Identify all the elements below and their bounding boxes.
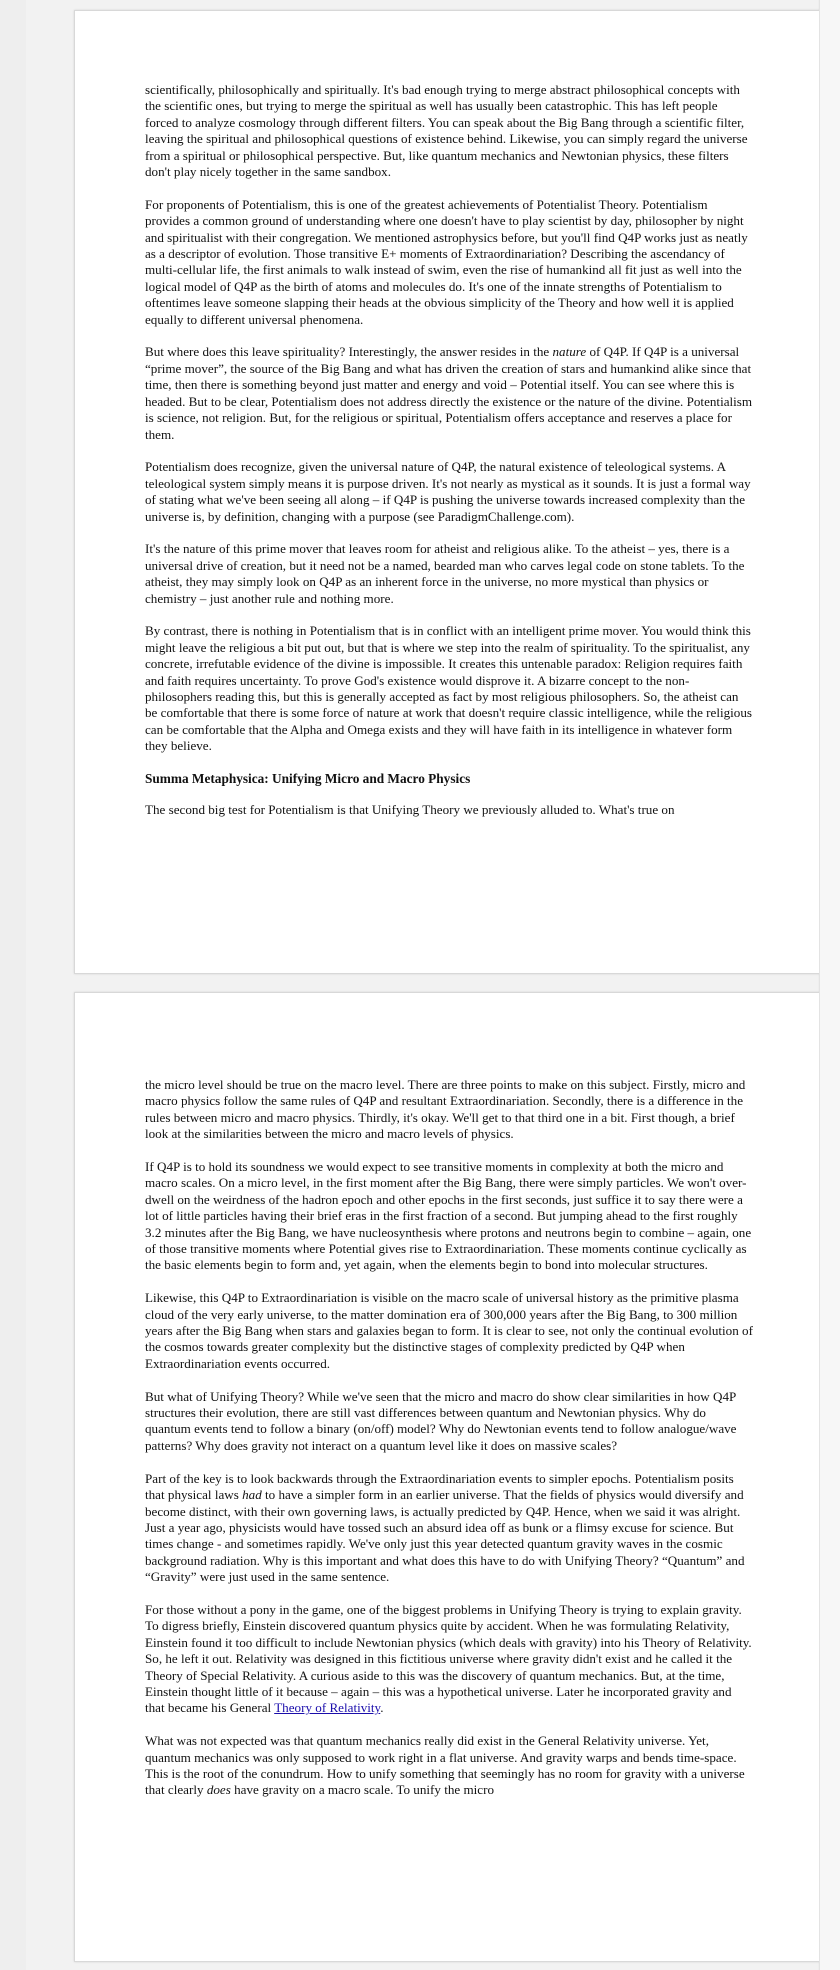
paragraph: It's the nature of this prime mover that leaves room for atheist and religious alike. To the atheist – yes, there is a universal drive of creation, but it need not be a named, bearded man who carves legal code on stone tablets. To the atheist, they may simply look on Q4P as an inherent force in the universe, no more mystical than physics or chemistry – just another rule and nothing more. [145, 541, 745, 606]
theory-of-relativity-link[interactable]: Theory of Relativity [274, 1700, 381, 1716]
paragraph: By contrast, there is nothing in Potentialism that is in conflict with an intelligent prime mover. You would think this might leave the religious a bit put out, but that is where we step into the realm of spirituality. To the spiritualist, any concrete, irrefutable evidence of the divine is impossible. It creates this untenable paradox: Religion requires faith and faith requires uncertainty. To prove God's existence would disprove it. A bizarre concept to the non-philosophers reading this, but this is generally accepted as fact by most religious philosophers. So, the atheist can be comfortable that there is some force of nature at work that doesn't require classic intelligence, while the religious can be comfortable that the Alpha and Omega exists and they will have faith in its intelligence in whatever form they believe. [145, 623, 752, 754]
emphasis-text: does [206, 1782, 231, 1798]
paragraph: But where does this leave spirituality? Interestingly, the answer resides in the nature of Q4P. If Q4P is a universal “prime mover”, the source of the Big Bang and what has driven the creation of stars and humankind alike since that time, then there is something beyond just matter and energy and void – Potential itself. You can see where this is headed. But to be clear, Potentialism does not address directly the existence or the nature of the divine. Potentialism is science, not religion. But, for the religious or spiritual, Potentialism offers acceptance and reserves a place for them. [145, 344, 753, 442]
paragraph: The second big test for Potentialism is that Unifying Theory we previously alluded to. What's true on [145, 802, 675, 818]
vertical-scrollbar[interactable] [819, 0, 840, 1970]
paragraph: Likewise, this Q4P to Extraordinariation is visible on the macro scale of universal history as the primitive plasma cloud of the very early universe, to the matter domination era of 300,000 years after the Big Bang, to 300 million years after the Big Bang when stars and galaxies began to form. It is clear to see, not only the continual evolution of the cosmos towards greater complexity but the distinctive stages of complexity predicted by Q4P when Extraordinariation events occurred. [145, 1290, 753, 1371]
paragraph: the micro level should be true on the macro level. There are three points to make on this subject. Firstly, micro and macro physics follow the same rules of Q4P and resultant Extraordinariation. Secondly, there is a difference in the rules between micro and macro physics. Thirdly, it's okay. We'll get to that third one in a bit. First though, a brief look at the similarities between the micro and macro levels of physics. [145, 1077, 746, 1142]
paragraph: If Q4P is to hold its soundness we would expect to see transitive moments in complexity at both the micro and macro scales. On a micro level, in the first moment after the Big Bang, there were simply particles. We won't over-dwell on the weirdness of the hadron epoch and other epochs in the first seconds, just suffice it to say there were a lot of little particles having their brief eras in the first fraction of a second. But jumping ahead to the first roughly 3.2 minutes after the Big Bang, we have nucleosynthesis where protons and neutrons begin to combine – again, one of those transitive moments where Potential gives rise to Extraordinariation. These moments continue cyclically as the basic elements begin to form and, yet again, when the elements begin to bond into molecular structures. [145, 1159, 752, 1273]
paragraph: scientifically, philosophically and spiritually. It's bad enough trying to merge abstract philosophical concepts with the scientific ones, but trying to merge the spiritual as well has usually been catastrophic. This has left people forced to analyze cosmology through different filters. You can speak about the Big Bang through a scientific filter, leaving the spiritual and philosophical questions of existence behind. Likewise, you can simply regard the universe from a spiritual or philosophical perspective. But, like quantum mechanics and Newtonian physics, these filters don't play nicely together in the same sandbox. [145, 82, 748, 180]
paragraph: But what of Unifying Theory? While we've seen that the micro and macro do show clear similarities in how Q4P structures their evolution, there are still vast differences between quantum and Newtonian physics. Why do quantum events tend to follow a binary (on/off) model? Why do Newtonian events tend to follow analogue/wave patterns? Why does gravity not interact on a quantum level like it does on massive scales? [145, 1388, 737, 1453]
emphasis-text: had [242, 1487, 262, 1503]
paragraph: For proponents of Potentialism, this is one of the greatest achievements of Potentialist Theory. Potentialism provides a common ground of understanding where one doesn't have to play scientist by day, philosopher by night and spiritualist with their congregation. We mentioned astrophysics before, but you'll find Q4P works just as neatly as a descriptor of evolution. Those transitive E+ moments of Extraordinariation? Describing the ascendancy of multi-cellular life, the first animals to walk instead of swim, even the rise of humankind all fit just as well into the logical model of Q4P as the birth of atoms and molecules do. It's one of the innate strengths of Potentialism to oftentimes leave someone slapping their heads at the obvious simplicity of the Theory and how well it is applied equally to different universal phenomena. [145, 196, 748, 327]
paragraph: For those without a pony in the game, one of the biggest problems in Unifying Theory is trying to explain gravity. To digress briefly, Einstein discovered quantum physics quite by accident. When he was formulating Relativity, Einstein found it too difficult to include Newtonian physics (which deals with gravity) into his Theory of Relativity. So, he left it out. Relativity was designed in this fictitious universe where gravity didn't exist and he called it the Theory of Special Relativity. A curious aside to this was the discovery of quantum mechanics. But, at the time, Einstein thought little of it because – again – this was a hypothetical universe. Later he incorporated gravity and that became his General Theory of Relativity. [145, 1601, 752, 1716]
paragraph: Part of the key is to look backwards through the Extraordinariation events to simpler epochs. Potentialism posits that physical laws had to have a simpler form in an earlier universe. That the fields of physics would diversify and become distinct, with their own governing laws, is actually predicted by Q4P. Hence, when we said it was alright. Just a year ago, physicists would have tossed such an absurd idea off as bunk or a flimsy excuse for science. But times change - and sometimes rapidly. We've only just this year detected quantum gravity waves in the cosmic background radiation. Why is this important and what does this have to do with Unifying Theory? “Quantum” and “Gravity” were just used in the same sentence. [145, 1470, 745, 1585]
document-page-2 [74, 992, 824, 1962]
document-page-1 [74, 10, 824, 974]
page-1-content [145, 82, 753, 835]
paragraph: What was not expected was that quantum mechanics really did exist in the General Relativity universe. Yet, quantum mechanics was only supposed to work right in a flat universe. And gravity warps and bends time-space. This is the root of the conundrum. How to unify something that seemingly has no room for gravity with a universe that clearly does have gravity on a macro scale. To unify the micro [145, 1733, 745, 1798]
emphasis-text: nature [552, 344, 587, 360]
page-column [26, 0, 818, 1970]
page-2-content [145, 1077, 753, 1815]
paragraph: Potentialism does recognize, given the universal nature of Q4P, the natural existence of teleological systems. A teleological system simply means it is purpose driven. It's not nearly as mystical as it sounds. It is just a formal way of stating what we've been seeing all along – if Q4P is pushing the universe towards increased complexity than the universe is, by definition, changing with a purpose (see ParadigmChallenge.com). [145, 459, 751, 524]
section-heading: Summa Metaphysica: Unifying Micro and Macro Physics [145, 770, 471, 786]
